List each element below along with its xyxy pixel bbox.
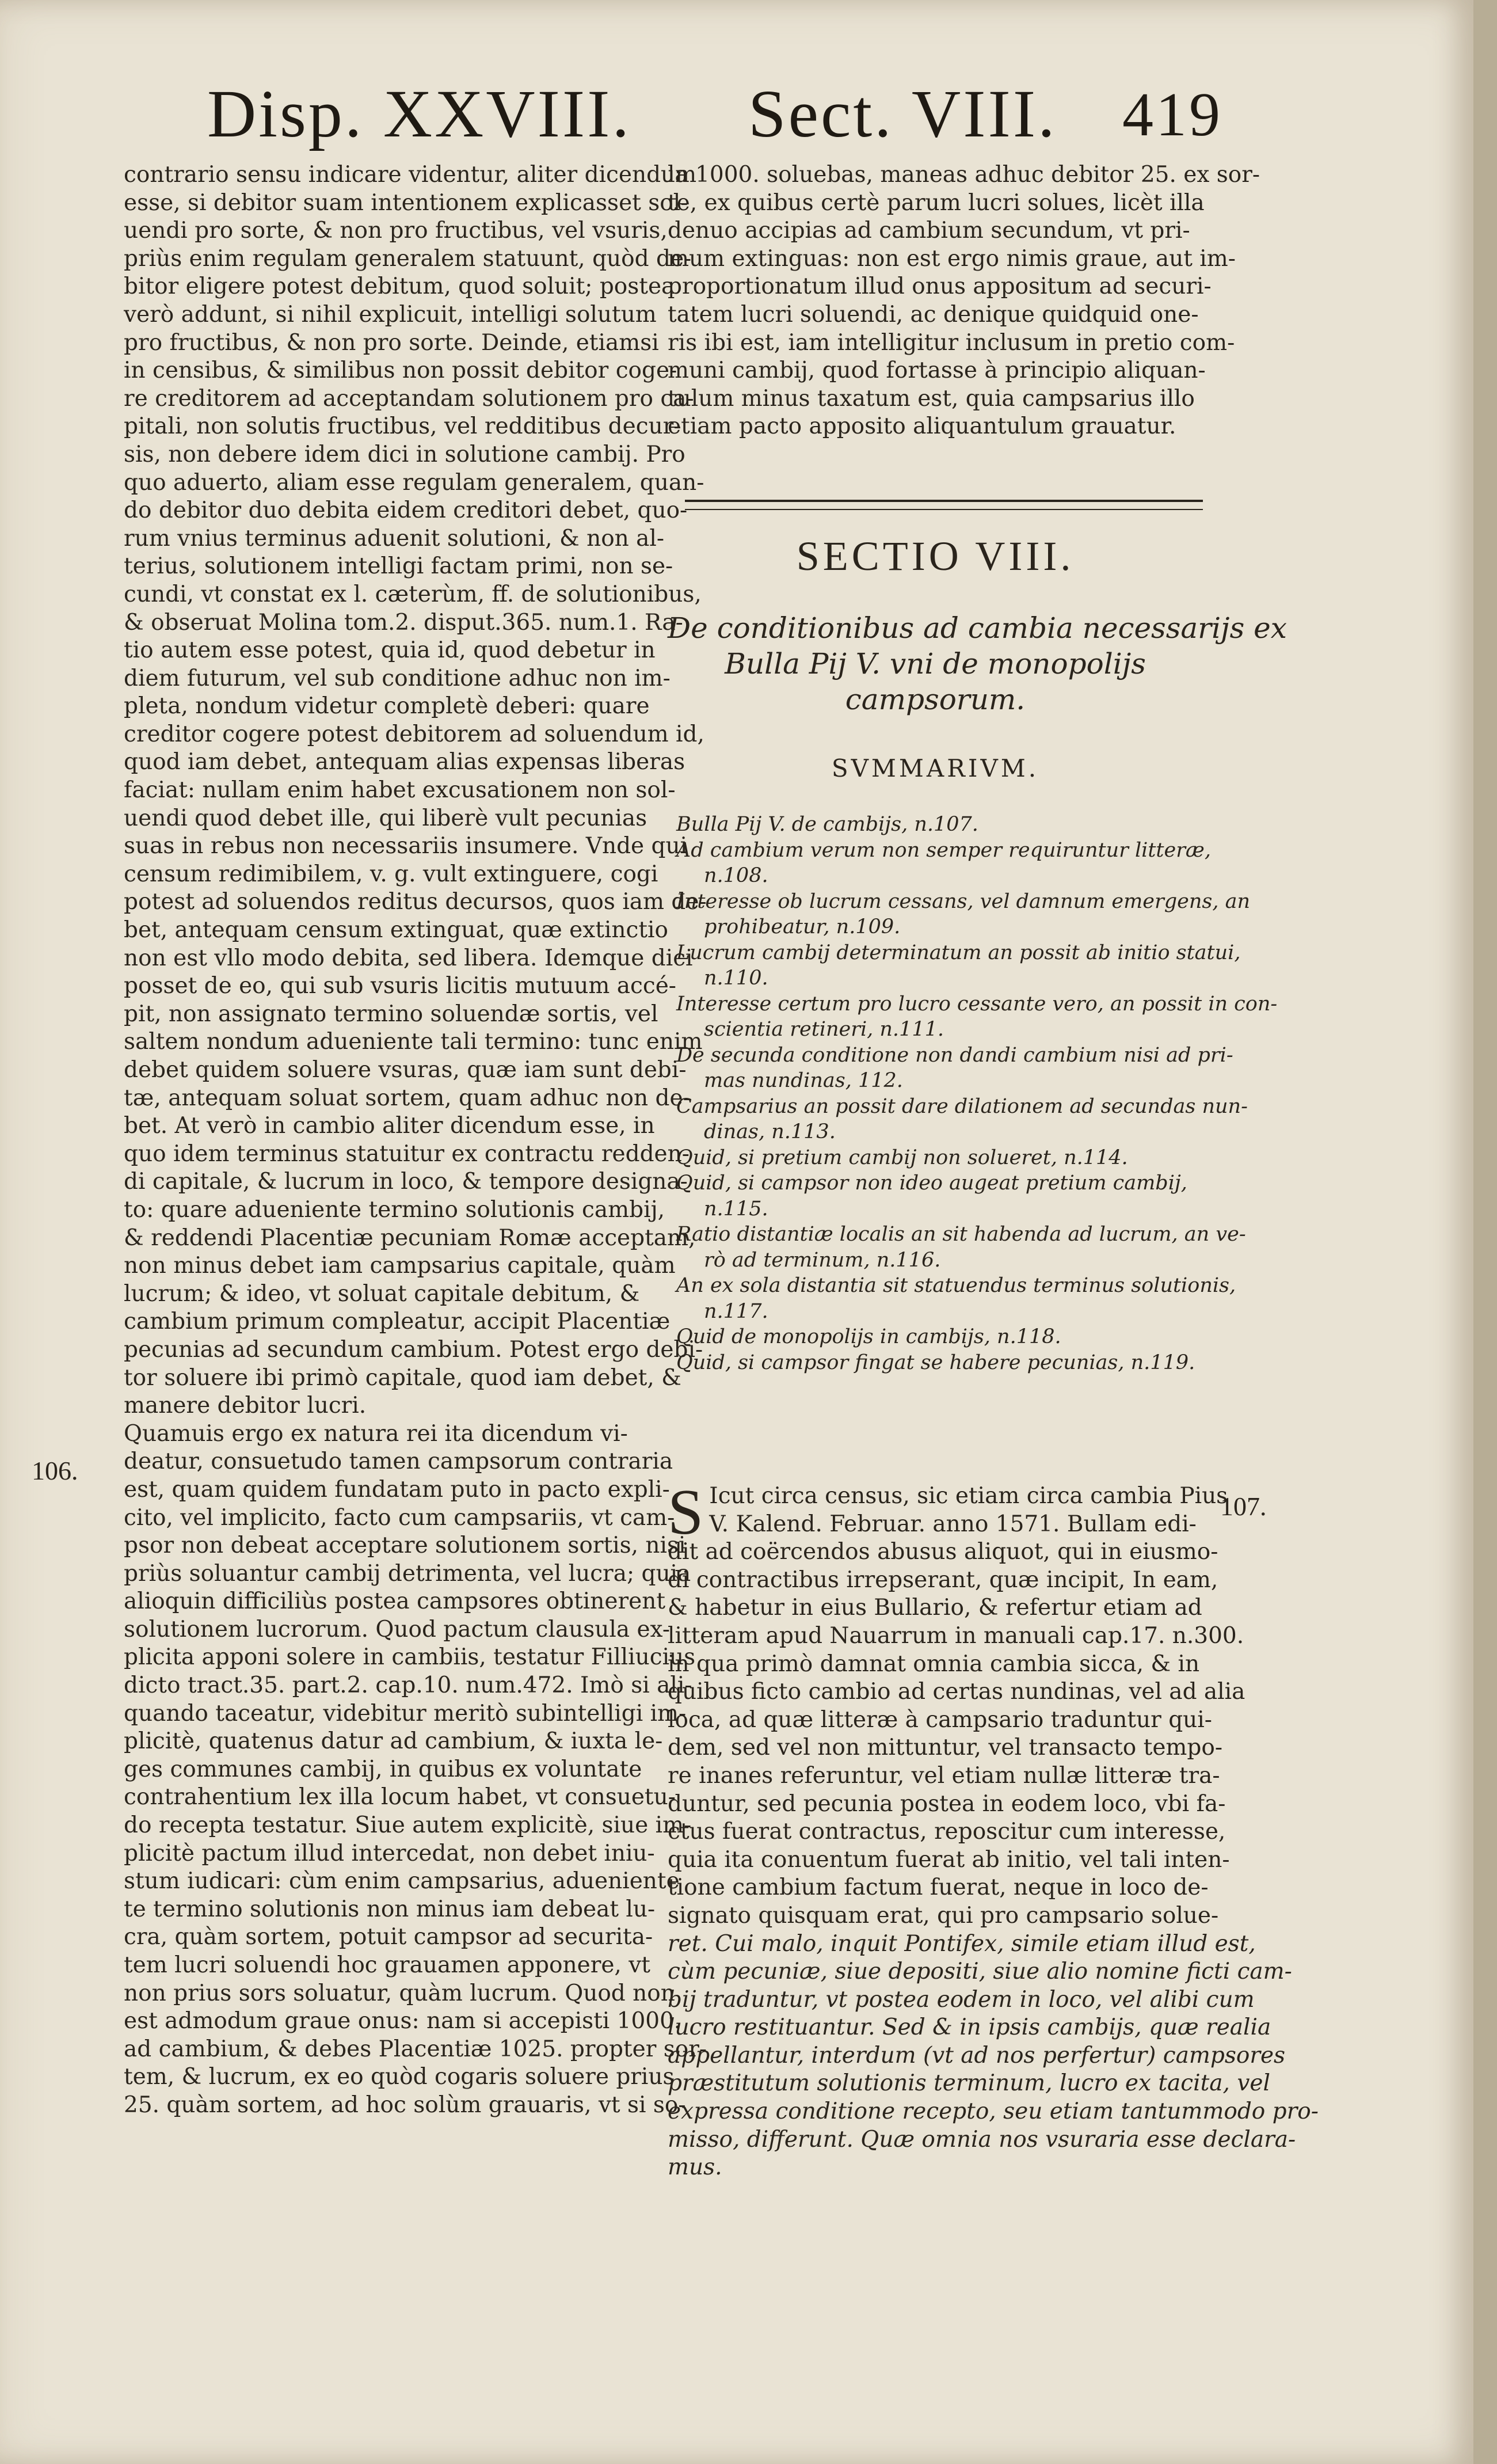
text-line: te termino solutionis non minus iam debeat lu- (124, 1896, 656, 1922)
text-line: duntur, sed pecunia postea in eodem loco, vbi fa- (668, 1790, 1226, 1817)
text-line: Icut circa census, sic etiam circa cambia Pius (709, 1483, 1228, 1509)
summary-list (676, 812, 1278, 1375)
text-line: muni cambij, quod fortasse à principio aliquan- (668, 358, 1206, 384)
text-line: quod iam debet, antequam alias expensas liberas (124, 749, 685, 775)
text-line: mus. (668, 2154, 722, 2181)
text-line: non est vllo modo debita, sed libera. Idemque dici (124, 945, 693, 971)
text-line: contrahentium lex illa locum habet, vt consuetu- (124, 1784, 676, 1811)
text-line: præstitutum solutionis terminum, lucro ex tacita, vel (668, 2070, 1270, 2097)
text-line: to: quare adueniente termino solutionis cambij, (124, 1196, 665, 1223)
text-line: pecunias ad secundum cambium. Potest ergo debi- (124, 1336, 703, 1363)
text-line: quo idem terminus statuitur ex contractu redden- (124, 1140, 690, 1167)
text-line: verò addunt, si nihil explicuit, intelligi solutum (124, 301, 657, 328)
text-line: est, quam quidem fundatam puto in pacto expli- (124, 1476, 670, 1503)
text-line: pro fructibus, & non pro sorte. Deinde, etiamsi (124, 329, 659, 356)
summary-item: De secunda conditione non dandi cambium nisi ad pri- (676, 1043, 1233, 1067)
text-line: tio autem esse potest, quia id, quod debetur in (124, 637, 656, 664)
subtitle-line: campsorum. (845, 683, 1026, 716)
text-line: quo aduerto, aliam esse regulam generalem, quan- (124, 469, 704, 496)
text-line: contrario sensu indicare videntur, aliter dicendum (124, 162, 697, 188)
text-line: dem, sed vel non mittuntur, vel transacto tempo- (668, 1735, 1223, 1761)
text-line: tem, & lucrum, ex eo quòd cogaris soluere prius (124, 2064, 675, 2090)
summary-item: scientia retineri, n.111. (704, 1018, 944, 1041)
text-line: misso, differunt. Quæ omnia nos vsuraria esse declara- (668, 2126, 1296, 2153)
summary-item: Bulla Pij V. de cambijs, n.107. (676, 813, 978, 836)
text-line: dicto tract.35. part.2. cap.10. num.472. Imò si ali- (124, 1672, 692, 1699)
text-line: tione cambium factum fuerat, neque in loco de- (668, 1874, 1209, 1901)
summary-item: Quid, si campsor non ideo augeat pretium cambij, (676, 1172, 1187, 1195)
text-line: cra, quàm sortem, potuit campsor ad securita- (124, 1924, 653, 1950)
text-line: lucro restituantur. Sed & in ipsis cambijs, quæ realia (668, 2014, 1271, 2041)
text-line: diem futurum, vel sub conditione adhuc non im- (124, 665, 671, 691)
text-line: saltem nondum adueniente tali termino: tunc enim (124, 1029, 703, 1055)
text-line: tæ, antequam soluat sortem, quam adhuc non de- (124, 1085, 691, 1111)
text-line: bet. At verò in cambio aliter dicendum esse, in (124, 1113, 655, 1139)
text-line: lucrum; & ideo, vt soluat capitale debitum, & (124, 1280, 640, 1307)
text-line: pit, non assignato termino soluendæ sortis, vel (124, 1001, 658, 1027)
text-line: deatur, consuetudo tamen campsorum contraria (124, 1448, 673, 1475)
text-line: manere debitor lucri. (124, 1393, 367, 1419)
text-line: do debitor duo debita eidem creditori debet, quo- (124, 497, 688, 524)
text-line: stum iudicari: cùm enim campsarius, adueniente (124, 1868, 680, 1895)
header-disputation: Disp. XXVIII. (207, 76, 631, 151)
text-line: potest ad soluendos reditus decursos, quos iam de- (124, 889, 707, 915)
text-line: appellantur, interdum (vt ad nos perfertur) campsores (668, 2042, 1286, 2068)
summary-item: n.115. (704, 1197, 768, 1220)
text-line: ris ibi est, iam intelligitur inclusum in pretio com- (668, 329, 1235, 356)
text-line: do recepta testatur. Siue autem explicitè, siue im- (124, 1812, 692, 1839)
text-line: Quamuis ergo ex natura rei ita dicendum vi- (124, 1420, 628, 1447)
summary-item: n.108. (704, 864, 768, 887)
text-line: la 1000. soluebas, maneas adhuc debitor 25. ex sor- (668, 162, 1260, 188)
text-line: censum redimibilem, v. g. vult extinguere, cogi (124, 861, 658, 887)
summary-item: Ad cambium verum non semper requiruntur litteræ, (676, 838, 1211, 862)
text-line: ctus fuerat contractus, reposcitur cum interesse, (668, 1819, 1226, 1845)
text-line: non prius sors soluatur, quàm lucrum. Quod non (124, 1980, 675, 2006)
text-line: tor soluere ibi primò capitale, quod iam debet, & (124, 1364, 681, 1391)
summary-item: An ex sola distantia sit statuendus terminus solutionis, (676, 1274, 1236, 1297)
summary-item: rò ad terminum, n.116. (704, 1248, 941, 1272)
summary-item: Ratio distantiæ localis an sit habenda ad lucrum, an ve- (676, 1223, 1246, 1246)
text-line: 25. quàm sortem, ad hoc solùm grauaris, vt si so- (124, 2092, 686, 2118)
text-line: denuo accipias ad cambium secundum, vt pri- (668, 218, 1190, 244)
text-line: re inanes referuntur, vel etiam nullæ litteræ tra- (668, 1762, 1220, 1789)
text-line: litteram apud Nauarrum in manuali cap.17. n.300. (668, 1622, 1244, 1649)
text-line: tem lucri soluendi hoc grauamen apponere, vt (124, 1952, 650, 1978)
text-line: pleta, nondum videtur completè deberi: quare (124, 693, 650, 720)
text-line: re creditorem ad acceptandam solutionem pro ca- (124, 385, 694, 412)
text-line: tatem lucri soluendi, ac denique quidquid one- (668, 301, 1199, 328)
text-line: plicitè, quatenus datur ad cambium, & iuxta le- (124, 1728, 663, 1755)
text-line: & obseruat Molina tom.2. disput.365. num.1. Ra- (124, 609, 683, 636)
text-line: cundi, vt constat ex l. cæterùm, ff. de solutionibus, (124, 581, 702, 607)
text-line: priùs enim regulam generalem statuunt, quòd de- (124, 245, 692, 272)
text-line: cùm pecuniæ, siue depositi, siue alio nomine ficti cam- (668, 1959, 1292, 1985)
section-subtitle (668, 610, 1287, 717)
page-number: 419 (1122, 81, 1222, 149)
summary-item: dinas, n.113. (704, 1120, 836, 1143)
text-line: ges communes cambij, in quibus ex voluntate (124, 1756, 642, 1782)
text-line: bitor eligere potest debitum, quod soluit; postea (124, 273, 675, 300)
text-line: pitali, non solutis fructibus, vel redditibus decur- (124, 413, 681, 440)
section-divider-rule (685, 500, 1203, 510)
text-line: di contractibus irrepserant, quæ incipit, In eam, (668, 1566, 1218, 1593)
text-line: te, ex quibus certè parum lucri solues, licèt illa (668, 189, 1205, 216)
header-section: Sect. VIII. (748, 76, 1057, 151)
text-line: quibus ficto cambio ad certas nundinas, vel ad alia (668, 1679, 1245, 1705)
text-line: & habetur in eius Bullario, & refertur etiam ad (668, 1595, 1202, 1621)
summary-item: Interesse certum pro lucro cessante vero, an possit in con- (676, 992, 1278, 1016)
text-line: bet, antequam censum extinguat, quæ extinctio (124, 917, 668, 944)
text-line: sis, non debere idem dici in solutione cambij. Pro (124, 441, 685, 467)
text-line: in qua primò damnat omnia cambia sicca, & in (668, 1651, 1200, 1677)
subtitle-line: Bulla Pij V. vni de monopolijs (725, 647, 1146, 680)
text-line: rum vnius terminus aduenit solutioni, & non al- (124, 525, 665, 552)
margin-note-107: 107. (1220, 1492, 1267, 1521)
text-line: dit ad coërcendos abusus aliquot, qui in eiusmo- (668, 1539, 1218, 1565)
text-line: uendi quod debet ille, qui liberè vult pecunias (124, 805, 647, 831)
text-line: in censibus, & similibus non possit debitor coge- (124, 358, 677, 384)
text-line: non minus debet iam campsarius capitale, quàm (124, 1253, 676, 1279)
summary-item: mas nundinas, 112. (704, 1069, 903, 1092)
text-line: etiam pacto apposito aliquantulum grauatur. (668, 413, 1176, 440)
text-line: est admodum graue onus: nam si accepisti 1000. (124, 2008, 681, 2035)
text-line: creditor cogere potest debitorem ad soluendum id, (124, 721, 704, 747)
summary-item: n.110. (704, 967, 768, 990)
text-line: solutionem lucrorum. Quod pactum clausula ex- (124, 1616, 671, 1642)
text-line: terius, solutionem intelligi factam primi, non se- (124, 553, 673, 580)
text-line: priùs soluantur cambij detrimenta, vel lucra; quia (124, 1560, 691, 1587)
summary-item: n.117. (704, 1299, 768, 1323)
margin-note-106: 106. (32, 1456, 78, 1485)
text-line: quia ita conuentum fuerat ab initio, vel tali inten- (668, 1846, 1230, 1873)
text-line: debet quidem soluere vsuras, quæ iam sunt debi- (124, 1057, 687, 1083)
summary-heading: SVMMARIVM. (831, 754, 1039, 782)
text-line: ret. Cui malo, inquit Pontifex, simile etiam illud est, (668, 1930, 1256, 1957)
summary-item: Lucrum cambij determinatum an possit ab initio statui, (676, 941, 1241, 964)
text-line: expressa conditione recepto, seu etiam tantummodo pro- (668, 2098, 1319, 2125)
summary-item: Quid, si campsor fingat se habere pecunias, n.119. (676, 1351, 1195, 1374)
page-edge (1473, 0, 1497, 2464)
text-line: posset de eo, qui sub vsuris licitis mutuum accé- (124, 973, 676, 999)
text-line: cambium primum compleatur, accipit Placentiæ (124, 1309, 671, 1335)
drop-cap: S (668, 1477, 704, 1548)
text-line: signato quisquam erat, qui pro campsario solue- (668, 1902, 1219, 1929)
text-line: plicita apponi solere in cambiis, testatur Filliucius (124, 1644, 696, 1671)
text-line: V. Kalend. Februar. anno 1571. Bullam edi- (709, 1511, 1197, 1537)
text-line: suas in rebus non necessariis insumere. Vnde qui (124, 833, 688, 860)
text-line: psor non debeat acceptare solutionem sortis, nisi (124, 1533, 686, 1559)
right-column-continuation (668, 161, 1260, 441)
text-line: cito, vel implicito, facto cum campsariis, vt cam- (124, 1504, 675, 1531)
text-line: mum extinguas: non est ergo nimis graue, aut im- (668, 245, 1236, 272)
section-title: SECTIO VIII. (796, 533, 1075, 579)
summary-item: prohibeatur, n.109. (704, 915, 901, 938)
summary-item: Campsarius an possit dare dilationem ad secundas nun- (676, 1094, 1248, 1118)
text-line: bij traduntur, vt postea eodem in loco, vel alibi cum (668, 1986, 1255, 2013)
summary-item: Quid de monopolijs in cambijs, n.118. (676, 1325, 1061, 1348)
text-line: quando taceatur, videbitur meritò subintelligi im- (124, 1700, 687, 1727)
summary-item: Quid, si pretium cambij non solueret, n.114. (676, 1146, 1128, 1169)
text-line: faciat: nullam enim habet excusationem non sol- (124, 777, 676, 804)
text-line: esse, si debitor suam intentionem explicasset sol- (124, 189, 688, 216)
text-line: uendi pro sorte, & non pro fructibus, vel vsuris, (124, 218, 668, 244)
text-line: loca, ad quæ litteræ à campsario traduntur qui- (668, 1706, 1212, 1733)
summary-item: Interesse ob lucrum cessans, vel damnum emergens, an (676, 889, 1251, 913)
text-line: & reddendi Placentiæ pecuniam Romæ acceptam, (124, 1225, 696, 1251)
text-line: proportionatum illud onus appositum ad securi- (668, 273, 1212, 300)
text-line: plicitè pactum illud intercedat, non debet iniu- (124, 1840, 655, 1866)
left-column-text (124, 161, 707, 2120)
text-line: alioquin difficiliùs postea campsores obtinerent (124, 1588, 665, 1615)
text-line: di capitale, & lucrum in loco, & tempore designa- (124, 1169, 688, 1195)
text-line: tulum minus taxatum est, quia campsarius illo (668, 385, 1195, 412)
text-line: ad cambium, & debes Placentiæ 1025. propter sor- (124, 2036, 707, 2062)
subtitle-line: De conditionibus ad cambia necessarijs ex (668, 611, 1287, 645)
running-header (0, 75, 1473, 161)
